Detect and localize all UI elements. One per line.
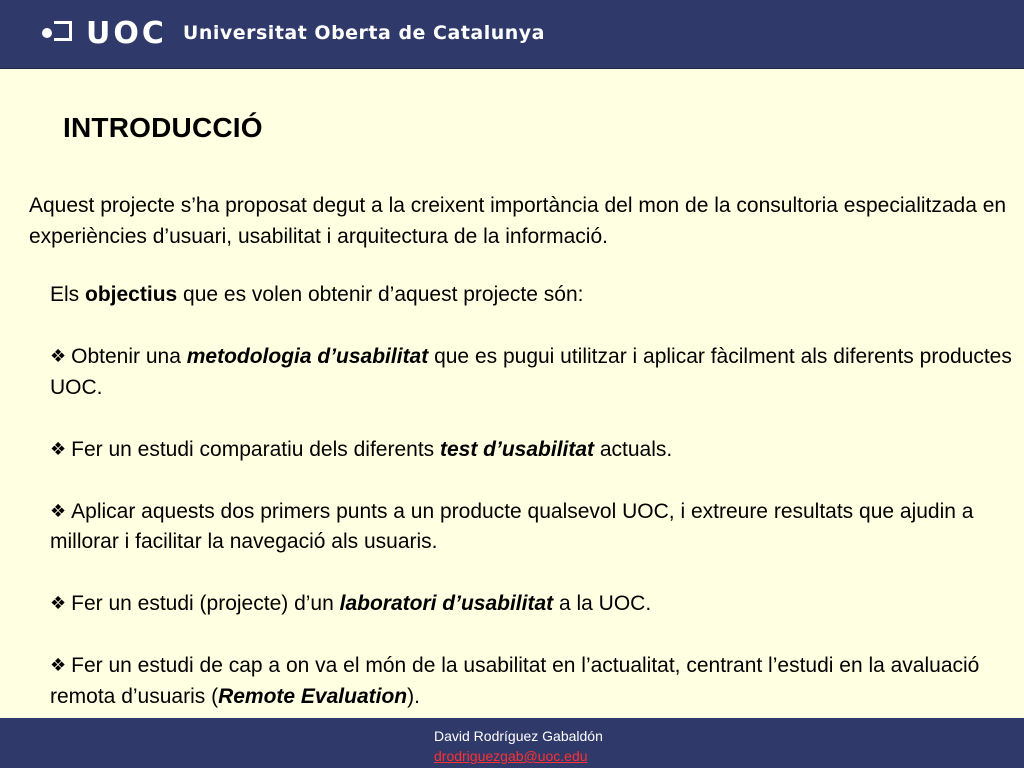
objectives-intro: Els objectius que es volen obtenir d’aquest projecte són: (50, 283, 584, 306)
objective-item: ❖ Fer un estudi de cap a on va el món de la usabilitat en l’actualitat, centrant l’estudi en la avaluació remota d’usuaris (Remote Evaluation). (50, 654, 980, 708)
uoc-logo-icon (42, 21, 76, 45)
footer-bar (0, 718, 1024, 768)
objective-item: ❖ Aplicar aquests dos primers punts a un producte qualsevol UOC, i extreure resultats que ajudin a millorar i facilitar la navegació als usuaris. (50, 499, 974, 553)
diamond-bullet-icon: ❖ (50, 346, 67, 366)
objectives-section (50, 280, 1015, 743)
intro-paragraph: Aquest projecte s’ha proposat degut a la creixent importància del mon de la consultoria especialitzada en experiències d’usuari, usabilitat i arquitectura de la informació. (29, 194, 1007, 248)
logo-short-name: UOC (86, 15, 167, 51)
diamond-bullet-icon: ❖ (50, 500, 67, 521)
uoc-logo (42, 14, 545, 52)
objective-item: ❖ Obtenir una metodologia d’usabilitat que es pugui utilitzar i aplicar fàcilment als diferents productes UOC. (50, 345, 1012, 399)
diamond-bullet-icon: ❖ (50, 593, 67, 613)
diamond-bullet-icon: ❖ (50, 655, 67, 675)
logo-full-name: Universitat Oberta de Catalunya (182, 22, 545, 44)
slide-title: INTRODUCCIÓ (63, 112, 263, 143)
objective-item: ❖ Fer un estudi (projecte) d’un laboratori d’usabilitat a la UOC. (50, 592, 652, 615)
diamond-bullet-icon: ❖ (50, 438, 67, 459)
author-name: David Rodríguez Gabaldón (434, 728, 603, 744)
author-email-link[interactable]: drodriguezgab@uoc.edu (434, 748, 588, 764)
objective-item: ❖ Fer un estudi comparatiu dels diferents test d’usabilitat actuals. (50, 437, 673, 461)
header-bar (0, 0, 1024, 69)
